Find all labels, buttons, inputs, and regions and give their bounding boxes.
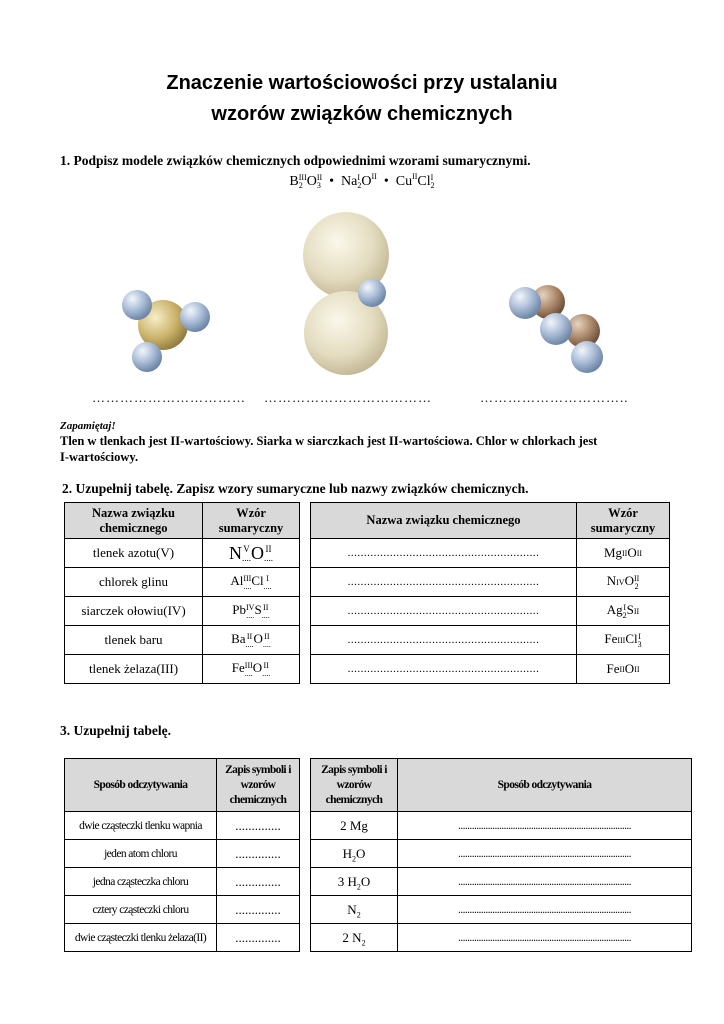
- outer-atom: [132, 342, 162, 372]
- molecule-models: [0, 195, 724, 390]
- table-3-right: [310, 758, 692, 952]
- atom: [509, 287, 541, 319]
- table-row: ........................................................... Mg II O II: [311, 539, 670, 568]
- table-row: ........................................................... Fe II O II: [311, 655, 670, 684]
- question-2-heading: 2. Uzupełnij tabelę. Zapisz wzory sumaryczne lub nazwy związków chemicznych.: [62, 481, 529, 496]
- formula-b2o3: B III 2 O II 3: [289, 172, 323, 190]
- table-row: ........................................................... Ag I 2 S II: [311, 597, 670, 626]
- table-row: jedna cząsteczka chloru ..............: [65, 868, 300, 896]
- header-reading: Sposób odczytywania: [65, 759, 217, 812]
- outer-atom: [122, 290, 152, 320]
- table-row: 2 $N_2$ ............................................................................: [311, 924, 692, 952]
- formula-na2o: Na I 2 $O^{II}$: [341, 172, 377, 190]
- table-row: $H_2O$ ............................................................................: [311, 840, 692, 868]
- answer-blank-1[interactable]: ……………………………: [92, 390, 246, 405]
- table-row: dwie cząsteczki tlenku wapnia ..............: [65, 812, 300, 840]
- title-line-2: wzorów związków chemicznych: [211, 103, 513, 125]
- rule-text: Tlen w tlenkach jest II-wartościowy. Siarka w siarczkach jest II-wartościowa. Chlor w chlorkach jest I-wartościowy.: [60, 434, 598, 464]
- table-row: cztery cząsteczki chloru ..............: [65, 896, 300, 924]
- table-row: ........................................................... N IV O II 2: [311, 568, 670, 597]
- table-2-left: [64, 502, 300, 684]
- molecule-bcl3-model: [122, 290, 210, 372]
- outer-atom: [180, 302, 210, 332]
- header-symbols: Zapis symboli i wzorów chemicznych: [217, 759, 300, 812]
- header-formula: Wzór sumaryczny: [577, 503, 670, 539]
- table-row: 3 $H_2O$ ............................................................................: [311, 868, 692, 896]
- table-row: tlenek baru Ba II .... O II ....: [65, 626, 300, 655]
- header-symbols: Zapis symboli i wzorów chemicznych: [311, 759, 398, 812]
- table-row: siarczek ołowiu(IV) Pb IV .... S II ....: [65, 597, 300, 626]
- table-row: dwie cząsteczki tlenku żelaza(II) ..............: [65, 924, 300, 952]
- question-3-heading: 3. Uzupełnij tabelę.: [60, 723, 171, 738]
- table-row: ........................................................... Fe III Cl I 3: [311, 626, 670, 655]
- table-2-right: [310, 502, 670, 684]
- answer-blank-2[interactable]: ………………………………: [264, 390, 432, 405]
- molecule-cucl2-model: [509, 285, 603, 373]
- answer-blank-3[interactable]: …………………………..: [480, 390, 629, 405]
- table-row: jeden atom chloru ..............: [65, 840, 300, 868]
- table-row: chlorek glinu Al III .... Cl I ....: [65, 568, 300, 597]
- bullet: •: [383, 174, 389, 189]
- header-compound-name: Nazwa związku chemicznego: [65, 503, 203, 539]
- table-row: tlenek żelaza(III) Fe III .... O II ....: [65, 655, 300, 684]
- molecule-na2o-model: [303, 212, 389, 375]
- header-formula: Wzór sumaryczny: [203, 503, 300, 539]
- question-1-heading: 1. Podpisz modele związków chemicznych odpowiednimi wzorami sumarycznymi.: [60, 153, 531, 168]
- atom: [540, 313, 572, 345]
- remember-label: Zapamiętaj!: [60, 420, 116, 432]
- formula-cucl2: $Cu^{II}Cl$ I 2: [395, 172, 435, 190]
- formula-list: [0, 172, 724, 190]
- header-reading: Sposób odczytywania: [398, 759, 692, 812]
- header-compound-name: Nazwa związku chemicznego: [311, 503, 577, 539]
- atom: [571, 341, 603, 373]
- title-line-1: Znaczenie wartościowości przy ustalaniu: [166, 72, 558, 94]
- table-row: $N_2$ ............................................................................: [311, 896, 692, 924]
- table-row: tlenek azotu(V) N V .... O II ....: [65, 539, 300, 568]
- bullet: •: [329, 174, 335, 189]
- table-3-left: [64, 758, 300, 952]
- small-atom: [358, 279, 386, 307]
- table-row: 2 Mg ............................................................................: [311, 812, 692, 840]
- page-title: [0, 68, 724, 130]
